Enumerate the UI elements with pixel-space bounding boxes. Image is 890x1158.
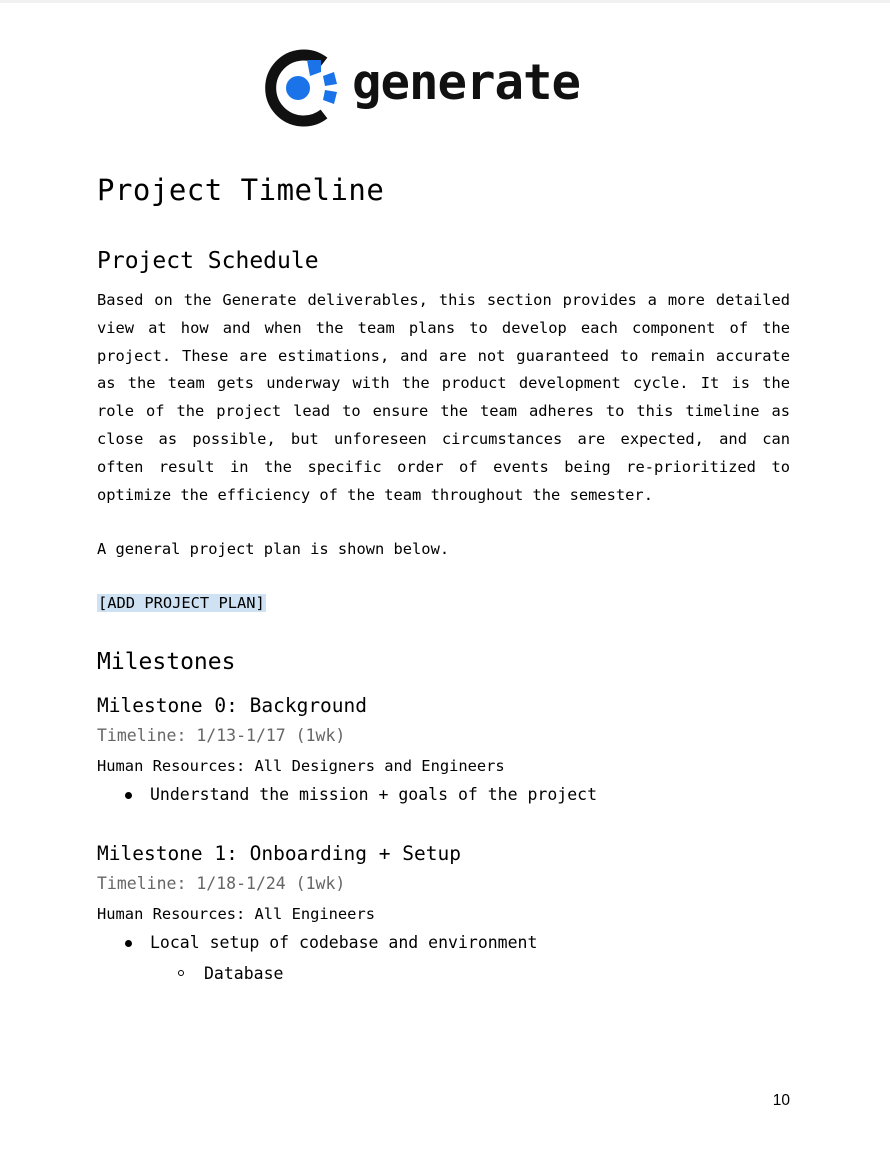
list-item — [97, 929, 790, 989]
milestone-title: Milestone 1: Onboarding + Setup — [97, 842, 461, 866]
generate-logo-icon — [262, 48, 342, 128]
document-body — [97, 168, 790, 989]
sub-list-item-text: Database — [204, 964, 284, 984]
page-top-edge — [0, 0, 890, 3]
page-number: 10 — [772, 1092, 790, 1109]
bullet-icon — [125, 792, 132, 799]
milestone-task-list — [97, 781, 790, 809]
bullet-icon — [125, 940, 132, 947]
milestone-resources: Human Resources: All Engineers — [97, 905, 375, 924]
brand-logo — [262, 48, 580, 128]
list-item-text: Local setup of codebase and environment — [150, 933, 538, 953]
sub-list-item — [150, 959, 790, 989]
milestone-title: Milestone 0: Background — [97, 694, 368, 718]
milestone-timeline: Timeline: 1/13-1/17 (1wk) — [97, 726, 346, 746]
list-item — [97, 781, 790, 809]
milestone-timeline: Timeline: 1/18-1/24 (1wk) — [97, 874, 346, 894]
page-title: Project Timeline — [97, 173, 385, 207]
project-plan-placeholder: [ADD PROJECT PLAN] — [98, 594, 265, 613]
list-item-text: Understand the mission + goals of the project — [150, 785, 598, 805]
milestone-task-list — [97, 929, 790, 989]
schedule-paragraph: Based on the Generate deliverables, this section provides a more detailed view at how and when the team plans to develop each component of the project. These are estimations, and are not guaranteed to remain accurate as the team gets underway with the product development cycle. It is the role of the project lead to ensure the team adheres to this timeline as close as possible, but unforeseen circumstances are expected, and can often result in the specific order of events being re-prioritized to optimize the efficiency of the team throughout the semester. — [97, 291, 790, 504]
hollow-bullet-icon — [178, 970, 184, 976]
section-heading-milestones: Milestones — [97, 649, 236, 676]
general-plan-text: A general project plan is shown below. — [97, 540, 450, 559]
sub-task-list — [150, 959, 790, 989]
milestone-resources: Human Resources: All Designers and Engineers — [97, 757, 505, 776]
brand-wordmark: generate — [352, 53, 581, 111]
project-plan-placeholder-line — [97, 591, 790, 615]
milestone-1 — [97, 839, 790, 989]
section-heading-project-schedule: Project Schedule — [97, 248, 319, 274]
milestone-0 — [97, 691, 790, 809]
